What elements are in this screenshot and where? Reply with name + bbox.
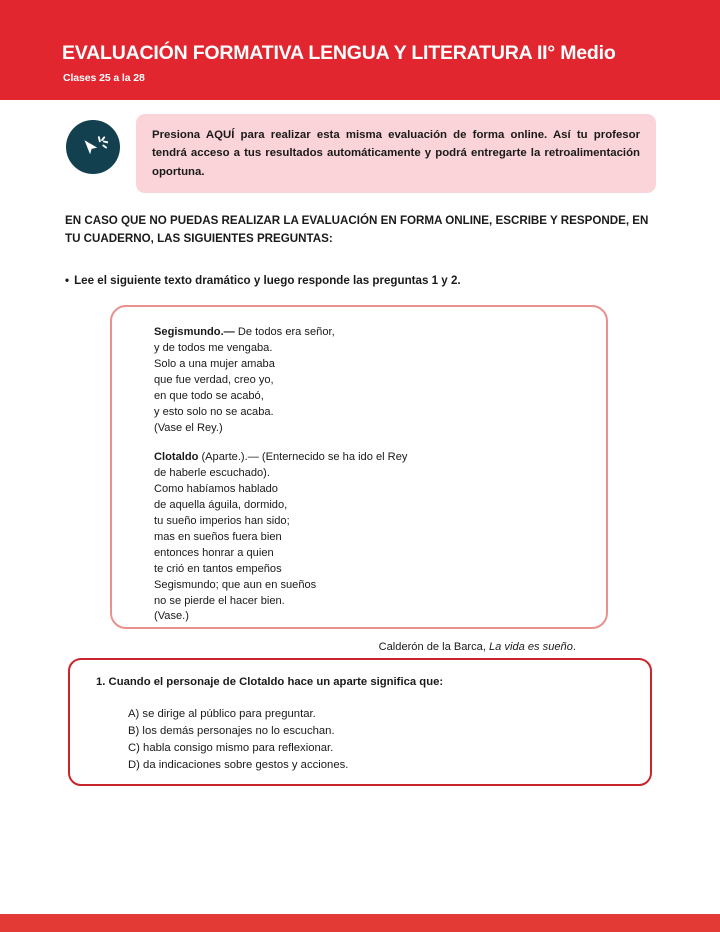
answer-option-c[interactable]: C) habla consigo mismo para reflexionar. (128, 742, 334, 755)
verse-line: entonces honrar a quien (154, 546, 274, 559)
verse-line: Solo a una mujer amaba (154, 357, 275, 370)
instructions-block (65, 212, 665, 248)
attribution-author: Calderón de la Barca, (378, 641, 490, 654)
question-box-1 (68, 658, 652, 786)
callout-text: Presiona AQUÍ para realizar esta misma evaluación de forma online. Así tu profesor tendrá acceso a tus resultados automáticamente y podrá entregarte la retroalimentación oportuna. (152, 129, 640, 178)
verse-line: te crió en tantos empeños (154, 562, 282, 575)
dramatic-text-content (112, 307, 606, 663)
verse-line: y esto solo no se acaba. (154, 405, 274, 418)
verse-line: Segismundo; que aun en sueños (154, 578, 317, 591)
dramatic-text-box (110, 305, 608, 654)
stage-direction: (Vase.) (154, 610, 189, 623)
verse-line: que fue verdad, creo yo, (154, 373, 274, 386)
answer-option-b[interactable]: B) los demás personajes no lo escuchan. (128, 725, 335, 738)
question-prompt: 1. Cuando el personaje de Clotaldo hace un aparte significa que: (96, 676, 444, 688)
online-evaluation-callout[interactable] (64, 114, 656, 186)
header-banner (0, 0, 720, 100)
page-title: EVALUACIÓN FORMATIVA LENGUA Y LITERATURA II° Medio (62, 42, 616, 64)
verse-line: (Enternecido se ha ido el Rey (258, 450, 408, 463)
footer-banner (0, 914, 720, 932)
instruction-main-text: EN CASO QUE NO PUEDAS REALIZAR LA EVALUACIÓN EN FORMA ONLINE, ESCRIBE Y RESPONDE, EN TU CUADERNO, LAS SIGUIENTES PREGUNTAS: (65, 214, 649, 245)
question-content (70, 660, 650, 791)
verse-line: en que todo se acabó, (154, 389, 264, 402)
stage-direction: (Vase el Rey.) (154, 421, 223, 434)
stanza-clotaldo (154, 450, 584, 626)
speaker-aside-marker: (Aparte.).— (198, 450, 259, 463)
verse-line: tu sueño imperios han sido; (154, 514, 290, 527)
verse-line: de haberle escuchado). (154, 466, 270, 479)
attribution-end: . (572, 641, 576, 654)
page-subtitle: Clases 25 a la 28 (63, 72, 145, 84)
answer-option-d[interactable]: D) da indicaciones sobre gestos y acciones. (128, 759, 349, 772)
stanza-segismundo (154, 325, 584, 437)
verse-line: mas en sueños fuera bien (154, 530, 282, 543)
answer-options-list (96, 706, 630, 775)
verse-line: de aquella águila, dormido, (154, 498, 288, 511)
answer-option-a[interactable]: A) se dirige al público para preguntar. (128, 708, 316, 720)
click-cursor-icon[interactable] (66, 120, 120, 174)
instruction-bullet-text: Lee el siguiente texto dramático y luego responde las preguntas 1 y 2. (74, 274, 461, 287)
text-attribution (154, 641, 584, 653)
bullet-dot-icon: • (65, 274, 70, 287)
speaker-name-clotaldo: Clotaldo (154, 450, 199, 463)
speaker-name-segismundo: Segismundo.— (154, 326, 235, 338)
instruction-bullet-item (65, 274, 665, 287)
callout-box (136, 114, 656, 193)
verse-line: Como habíamos hablado (154, 482, 278, 495)
verse-line: y de todos me vengaba. (154, 341, 273, 354)
verse-line: De todos era señor, (234, 326, 335, 338)
attribution-work-title: La vida es sueño (489, 641, 573, 654)
verse-line: no se pierde el hacer bien. (154, 594, 285, 607)
